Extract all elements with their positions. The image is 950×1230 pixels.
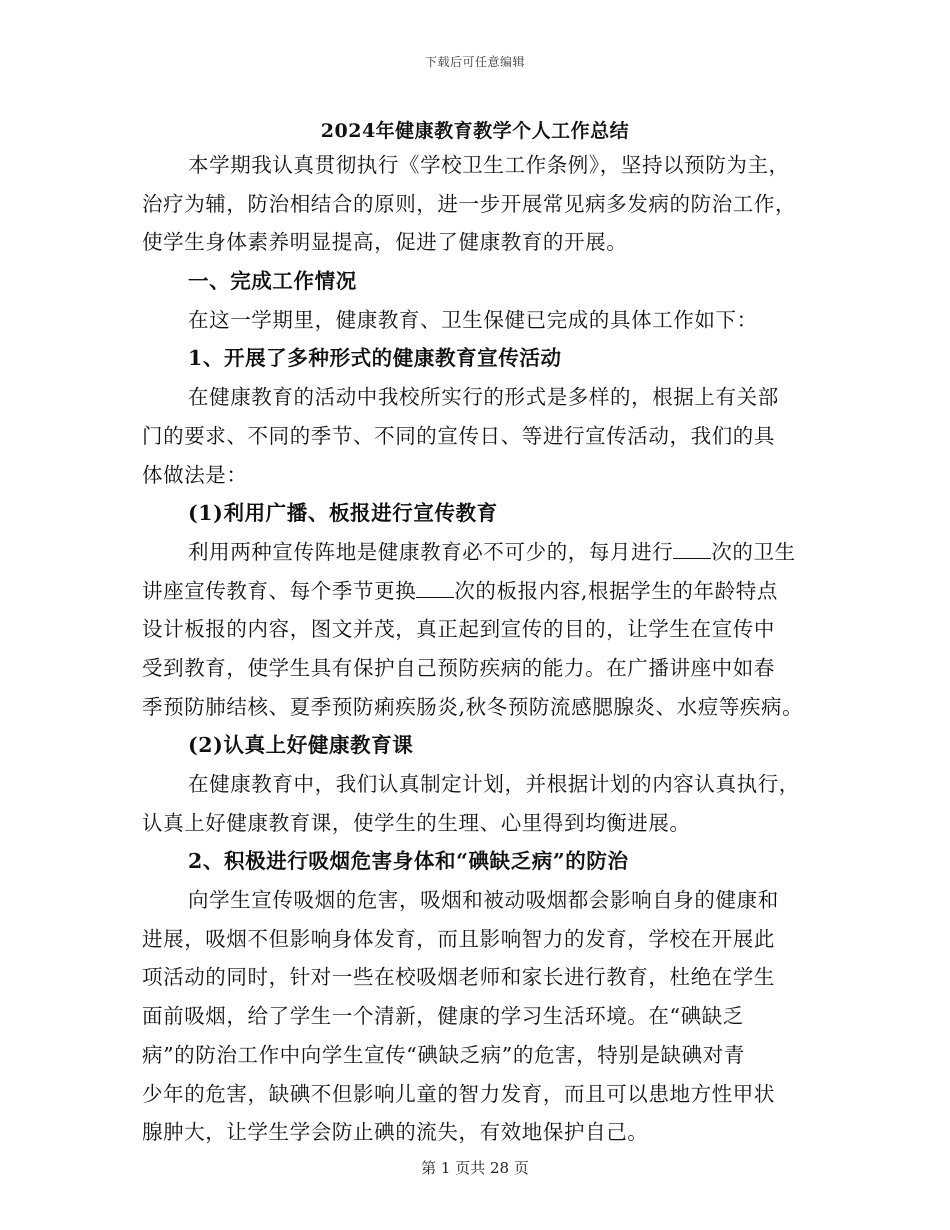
paragraph-line: 设计板报的内容，图文并茂，真正起到宣传的目的，让学生在宣传中 [142, 617, 775, 642]
paragraph-line: 向学生宣传吸烟的危害，吸烟和被动吸烟都会影响自身的健康和 [188, 888, 779, 913]
section-summary: 在这一学期里，健康教育、卫生保健已完成的具体工作如下： [188, 307, 758, 332]
paragraph-line: 体做法是： [142, 462, 248, 487]
intro-line: 治疗为辅，防治相结合的原则，进一步开展常见病多发病的防治工作， [142, 191, 797, 216]
paragraph-line: 进展，吸烟不但影响身体发育，而且影响智力的发育，学校在开展此 [142, 926, 775, 951]
page-number: 第 1 页共 28 页 [421, 1159, 529, 1177]
page-header-note: 下载后可任意编辑 [424, 55, 525, 69]
text-segment: 次的卫生 [711, 539, 796, 564]
fill-in-blank [673, 540, 711, 559]
paragraph-line: 认真上好健康教育课，使学生的生理、心里得到均衡进展。 [142, 810, 691, 835]
intro-line: 使学生身体素养明显提高，促进了健康教育的开展。 [142, 230, 628, 255]
intro-line: 本学期我认真贯彻执行《学校卫生工作条例》，坚持以预防为主， [188, 153, 790, 177]
paragraph-line: 少年的危害，缺碘不但影响儿童的智力发育，而且可以患地方性甲状 [142, 1081, 775, 1106]
text-segment: 利用两种宣传阵地是健康教育必不可少的，每月进行 [188, 539, 674, 564]
paragraph-line: 项活动的同时，针对一些在校吸烟老师和家长进行教育，杜绝在学生 [142, 965, 775, 990]
paragraph-line [142, 572, 818, 611]
subsection-heading: 1、开展了多种形式的健康教育宣传活动 [188, 346, 562, 371]
paragraph-line: 在健康教育的活动中我校所实行的形式是多样的，根据上有关部 [188, 385, 779, 410]
document-title: 2024年健康教育教学个人工作总结 [320, 120, 630, 142]
paragraph-line: 季预防肺结核、夏季预防痢疾肠炎,秋冬预防流感腮腺炎、水痘等疾病。 [142, 694, 804, 719]
paragraph-line: 腺肿大，让学生学会防止碘的流失，有效地保护自己。 [142, 1120, 649, 1145]
text-segment: 次的板报内容,根据学生的年龄特点 [454, 578, 778, 603]
paragraph-line: 门的要求、不同的季节、不同的宣传日、等进行宣传活动，我们的具 [142, 423, 775, 448]
section-heading: 一、完成工作情况 [188, 269, 357, 294]
paragraph-line: 在健康教育中，我们认真制定计划，并根据计划的内容认真执行， [188, 772, 800, 796]
fill-in-blank [416, 579, 454, 598]
subsection-heading: (1)利用广播、板报进行宣传教育 [188, 501, 498, 526]
paragraph-line: 面前吸烟，给了学生一个清新，健康的学习生活环境。在“碘缺乏 [142, 1004, 744, 1029]
document-body [142, 146, 818, 1152]
subsection-heading: 2、积极进行吸烟危害身体和“碘缺乏病”的防治 [188, 849, 629, 874]
paragraph-line [142, 533, 818, 572]
paragraph-line: 受到教育，使学生具有保护自己预防疾病的能力。在广播讲座中如春 [142, 655, 775, 680]
subsection-heading: (2)认真上好健康教育课 [188, 733, 414, 758]
text-segment: 讲座宣传教育、每个季节更换 [142, 578, 417, 603]
paragraph-line: 病”的防治工作中向学生宣传“碘缺乏病”的危害，特别是缺碘对青 [142, 1042, 745, 1067]
